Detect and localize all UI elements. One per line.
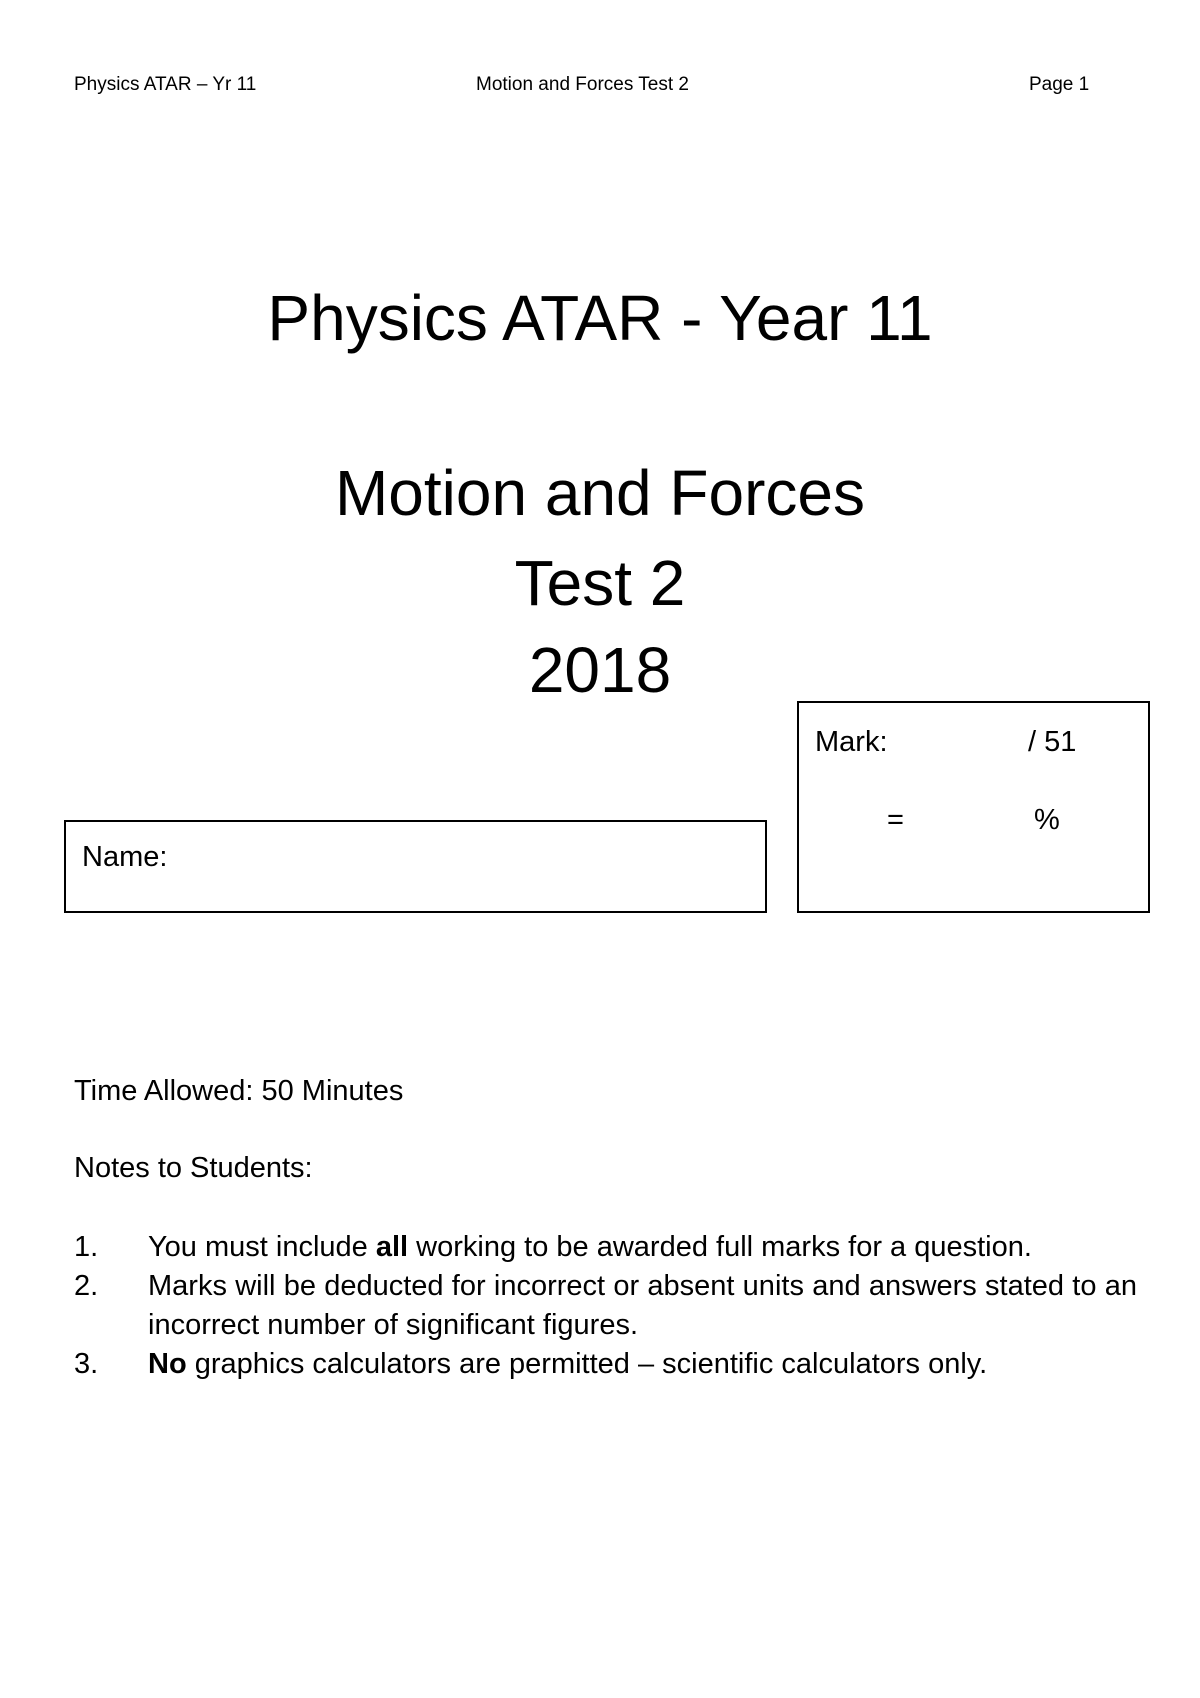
mark-total: / 51: [1028, 726, 1077, 758]
note-number: 2.: [74, 1270, 99, 1302]
notes-heading: Notes to Students:: [74, 1152, 313, 1184]
note-text: Marks will be deducted for incorrect or absent units and answers stated to an incorrect number of significant figures.: [148, 1270, 1137, 1341]
title-course: Physics ATAR - Year 11: [267, 282, 933, 354]
name-label: Name:: [82, 841, 168, 873]
mark-box: [797, 701, 1150, 913]
mark-equals: =: [887, 804, 904, 836]
header-left: Physics ATAR – Yr 11: [74, 74, 257, 95]
title-topic: Motion and Forces: [334, 457, 866, 529]
note-text: No graphics calculators are permitted – scientific calculators only.: [148, 1348, 988, 1380]
name-box[interactable]: [64, 820, 767, 913]
title-test: Test 2: [514, 547, 686, 619]
note-text: You must include all working to be awarded full marks for a question.: [148, 1231, 1032, 1263]
note-item: [74, 1345, 1137, 1384]
note-item: [74, 1267, 1137, 1345]
title-year: 2018: [528, 634, 672, 706]
header-page-number: Page 1: [1029, 74, 1090, 95]
note-item: [74, 1228, 1137, 1267]
note-number: 1.: [74, 1231, 99, 1263]
mark-label: Mark:: [815, 726, 888, 758]
time-allowed: Time Allowed: 50 Minutes: [74, 1075, 404, 1107]
notes-list: [74, 1228, 1137, 1384]
mark-percent: %: [1034, 804, 1060, 836]
header-center: Motion and Forces Test 2: [476, 74, 689, 95]
note-number: 3.: [74, 1348, 99, 1380]
